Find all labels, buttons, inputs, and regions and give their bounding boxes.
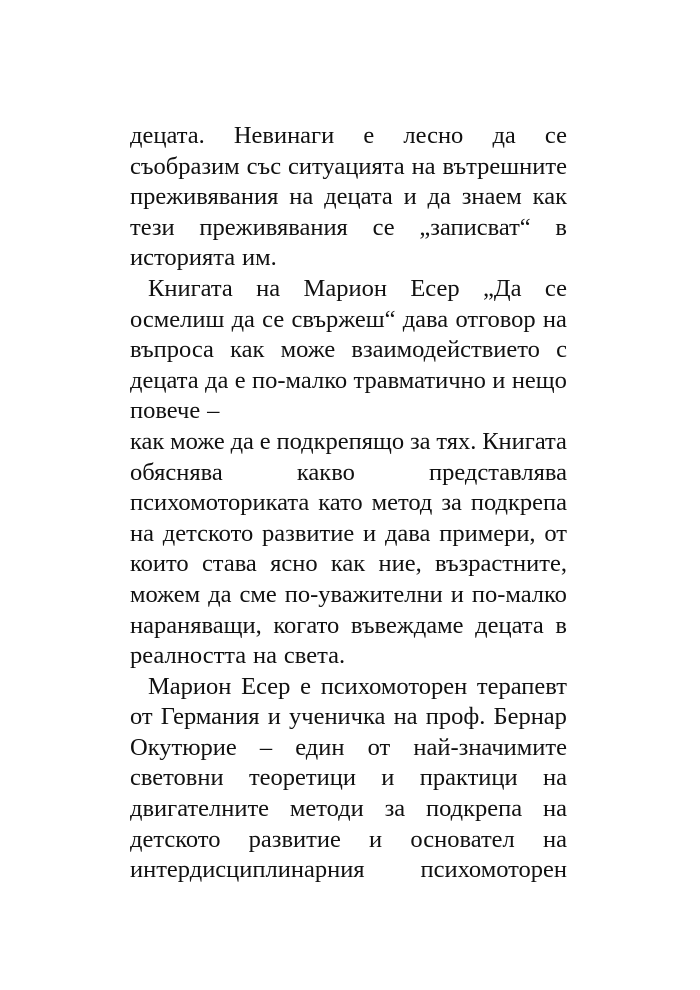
word: децата <box>324 183 393 211</box>
word: въвеждаме <box>350 611 464 639</box>
word: да <box>204 366 229 394</box>
word: метод <box>371 489 433 517</box>
word: дава <box>384 519 431 547</box>
word: Невинаги <box>233 122 335 149</box>
word: как <box>130 427 165 455</box>
word: Марион <box>148 672 232 700</box>
word: въпроса <box>130 336 214 364</box>
word: – <box>259 733 273 761</box>
word: да <box>231 305 255 333</box>
word: ние, <box>378 550 422 578</box>
word: от <box>544 519 567 547</box>
word: проф. <box>425 703 486 731</box>
word: е <box>234 366 246 394</box>
word: травматично <box>353 366 486 394</box>
word: „Да <box>483 274 522 302</box>
word: на <box>411 152 436 180</box>
word: може <box>170 427 225 455</box>
word: да <box>208 580 232 608</box>
text-line <box>130 274 567 305</box>
word: в <box>555 611 567 639</box>
word: вътрешните <box>442 152 567 180</box>
word: подкрепа <box>425 795 523 823</box>
word: Марион <box>303 274 387 302</box>
word: на <box>253 642 278 670</box>
word: и <box>267 703 281 731</box>
word: по-уважителни <box>284 580 443 608</box>
word: съобразим <box>130 152 240 180</box>
word: на <box>289 183 314 211</box>
word: на <box>256 274 281 302</box>
word: им. <box>242 244 277 272</box>
text-line <box>130 121 567 152</box>
word: световни <box>130 764 224 792</box>
text-line <box>130 549 567 580</box>
word: психомоторен <box>320 672 468 700</box>
word: на <box>542 764 567 792</box>
word: и <box>492 366 506 394</box>
word: и <box>381 764 395 792</box>
word: тези <box>130 213 175 241</box>
text-line <box>130 611 567 642</box>
text-line <box>130 335 567 366</box>
word: да <box>230 427 254 455</box>
body-text <box>130 121 567 886</box>
word: интердисциплинарния <box>130 856 365 884</box>
word: на <box>542 825 567 853</box>
word: на <box>130 519 154 547</box>
word: примери, <box>439 519 536 547</box>
word: двигателните <box>130 795 270 823</box>
text-line <box>130 305 567 336</box>
text-line <box>130 641 567 672</box>
word: нараняващи, <box>130 611 262 639</box>
word: какво <box>296 458 355 486</box>
word: преживявания <box>199 213 348 241</box>
word: ситуацията <box>288 152 405 180</box>
word: се <box>544 122 567 149</box>
word: най-значимите <box>413 733 567 761</box>
text-line <box>130 213 567 244</box>
word: в <box>555 213 567 241</box>
word: Германия <box>160 703 260 731</box>
word: и <box>363 519 377 547</box>
word: детското <box>162 519 254 547</box>
word: можем <box>130 580 201 608</box>
word: подкрепа <box>470 489 567 517</box>
word: които <box>130 550 189 578</box>
word: „записват“ <box>419 213 531 241</box>
word: се <box>372 213 395 241</box>
word: нещо <box>511 366 567 394</box>
word: и <box>450 580 464 608</box>
word: един <box>295 733 345 761</box>
word: подкрепящо <box>276 427 405 455</box>
word: теоретици <box>248 764 356 792</box>
word: е <box>259 427 271 455</box>
word: тях. <box>436 427 477 455</box>
word: ученичка <box>289 703 386 731</box>
word: може <box>280 336 336 364</box>
word: осмелиш <box>130 305 225 333</box>
word: се <box>262 305 285 333</box>
text-line <box>130 519 567 550</box>
text-line <box>130 243 567 274</box>
text-line <box>130 458 567 489</box>
word: преживявания <box>130 183 279 211</box>
word: детското <box>130 825 221 853</box>
text-line <box>130 733 567 764</box>
text-line <box>130 366 567 397</box>
word: Бернар <box>493 703 567 731</box>
word: повече <box>130 397 201 425</box>
word: терапевт <box>476 672 567 700</box>
word: основател <box>410 825 515 853</box>
word: с <box>556 336 567 364</box>
word: децата <box>130 366 199 394</box>
word: възрастните, <box>435 550 567 578</box>
word: от <box>130 703 153 731</box>
word: е <box>363 122 375 149</box>
word: Книгата <box>482 427 567 455</box>
word: Окутюрие <box>130 733 237 761</box>
word: как <box>532 183 567 211</box>
word: Книгата <box>148 274 233 302</box>
word: развитие <box>248 825 341 853</box>
text-line <box>130 855 567 886</box>
word: Есер <box>241 672 291 700</box>
word: как <box>230 336 265 364</box>
word: реалността <box>130 642 247 670</box>
word: света. <box>283 642 346 670</box>
text-line <box>130 152 567 183</box>
word: отговор <box>455 305 536 333</box>
text-line <box>130 672 567 703</box>
text-line <box>130 794 567 825</box>
word: по-малко <box>252 366 348 394</box>
word: е <box>300 672 311 700</box>
text-line <box>130 427 567 458</box>
word: представлява <box>429 458 567 486</box>
word: когато <box>273 611 340 639</box>
word: да <box>427 183 451 211</box>
word: децата <box>475 611 544 639</box>
word: взаимодействието <box>351 336 540 364</box>
word: по-малко <box>471 580 567 608</box>
word: и <box>369 825 383 853</box>
word: на <box>542 305 567 333</box>
word: психомоторен <box>420 856 567 884</box>
word: дава <box>402 305 449 333</box>
word: лесно <box>403 122 464 149</box>
word: от <box>367 733 391 761</box>
word: за <box>441 489 462 517</box>
word: психомоториката <box>130 489 310 517</box>
word: ясно <box>270 550 318 578</box>
text-line <box>130 182 567 213</box>
text-line <box>130 825 567 856</box>
word: като <box>318 489 363 517</box>
word: на <box>393 703 418 731</box>
word: на <box>542 795 567 823</box>
word: се <box>544 274 567 302</box>
word: свържеш“ <box>291 305 396 333</box>
word: сме <box>239 580 277 608</box>
text-line <box>130 488 567 519</box>
word: развитие <box>262 519 355 547</box>
text-line <box>130 702 567 733</box>
word: да <box>492 122 516 149</box>
word: Есер <box>410 274 460 302</box>
word: обяснява <box>130 458 223 486</box>
word: за <box>409 427 431 455</box>
word: как <box>330 550 366 578</box>
text-line <box>130 396 567 427</box>
word: методи <box>289 795 364 823</box>
text-line <box>130 763 567 794</box>
word: децата. <box>130 122 205 149</box>
word: за <box>384 795 406 823</box>
word: става <box>201 550 257 578</box>
word: със <box>246 152 282 180</box>
word: историята <box>130 244 236 272</box>
word: знаем <box>461 183 522 211</box>
word: и <box>403 183 417 211</box>
word: практици <box>419 764 518 792</box>
text-line <box>130 580 567 611</box>
word: – <box>207 397 220 425</box>
